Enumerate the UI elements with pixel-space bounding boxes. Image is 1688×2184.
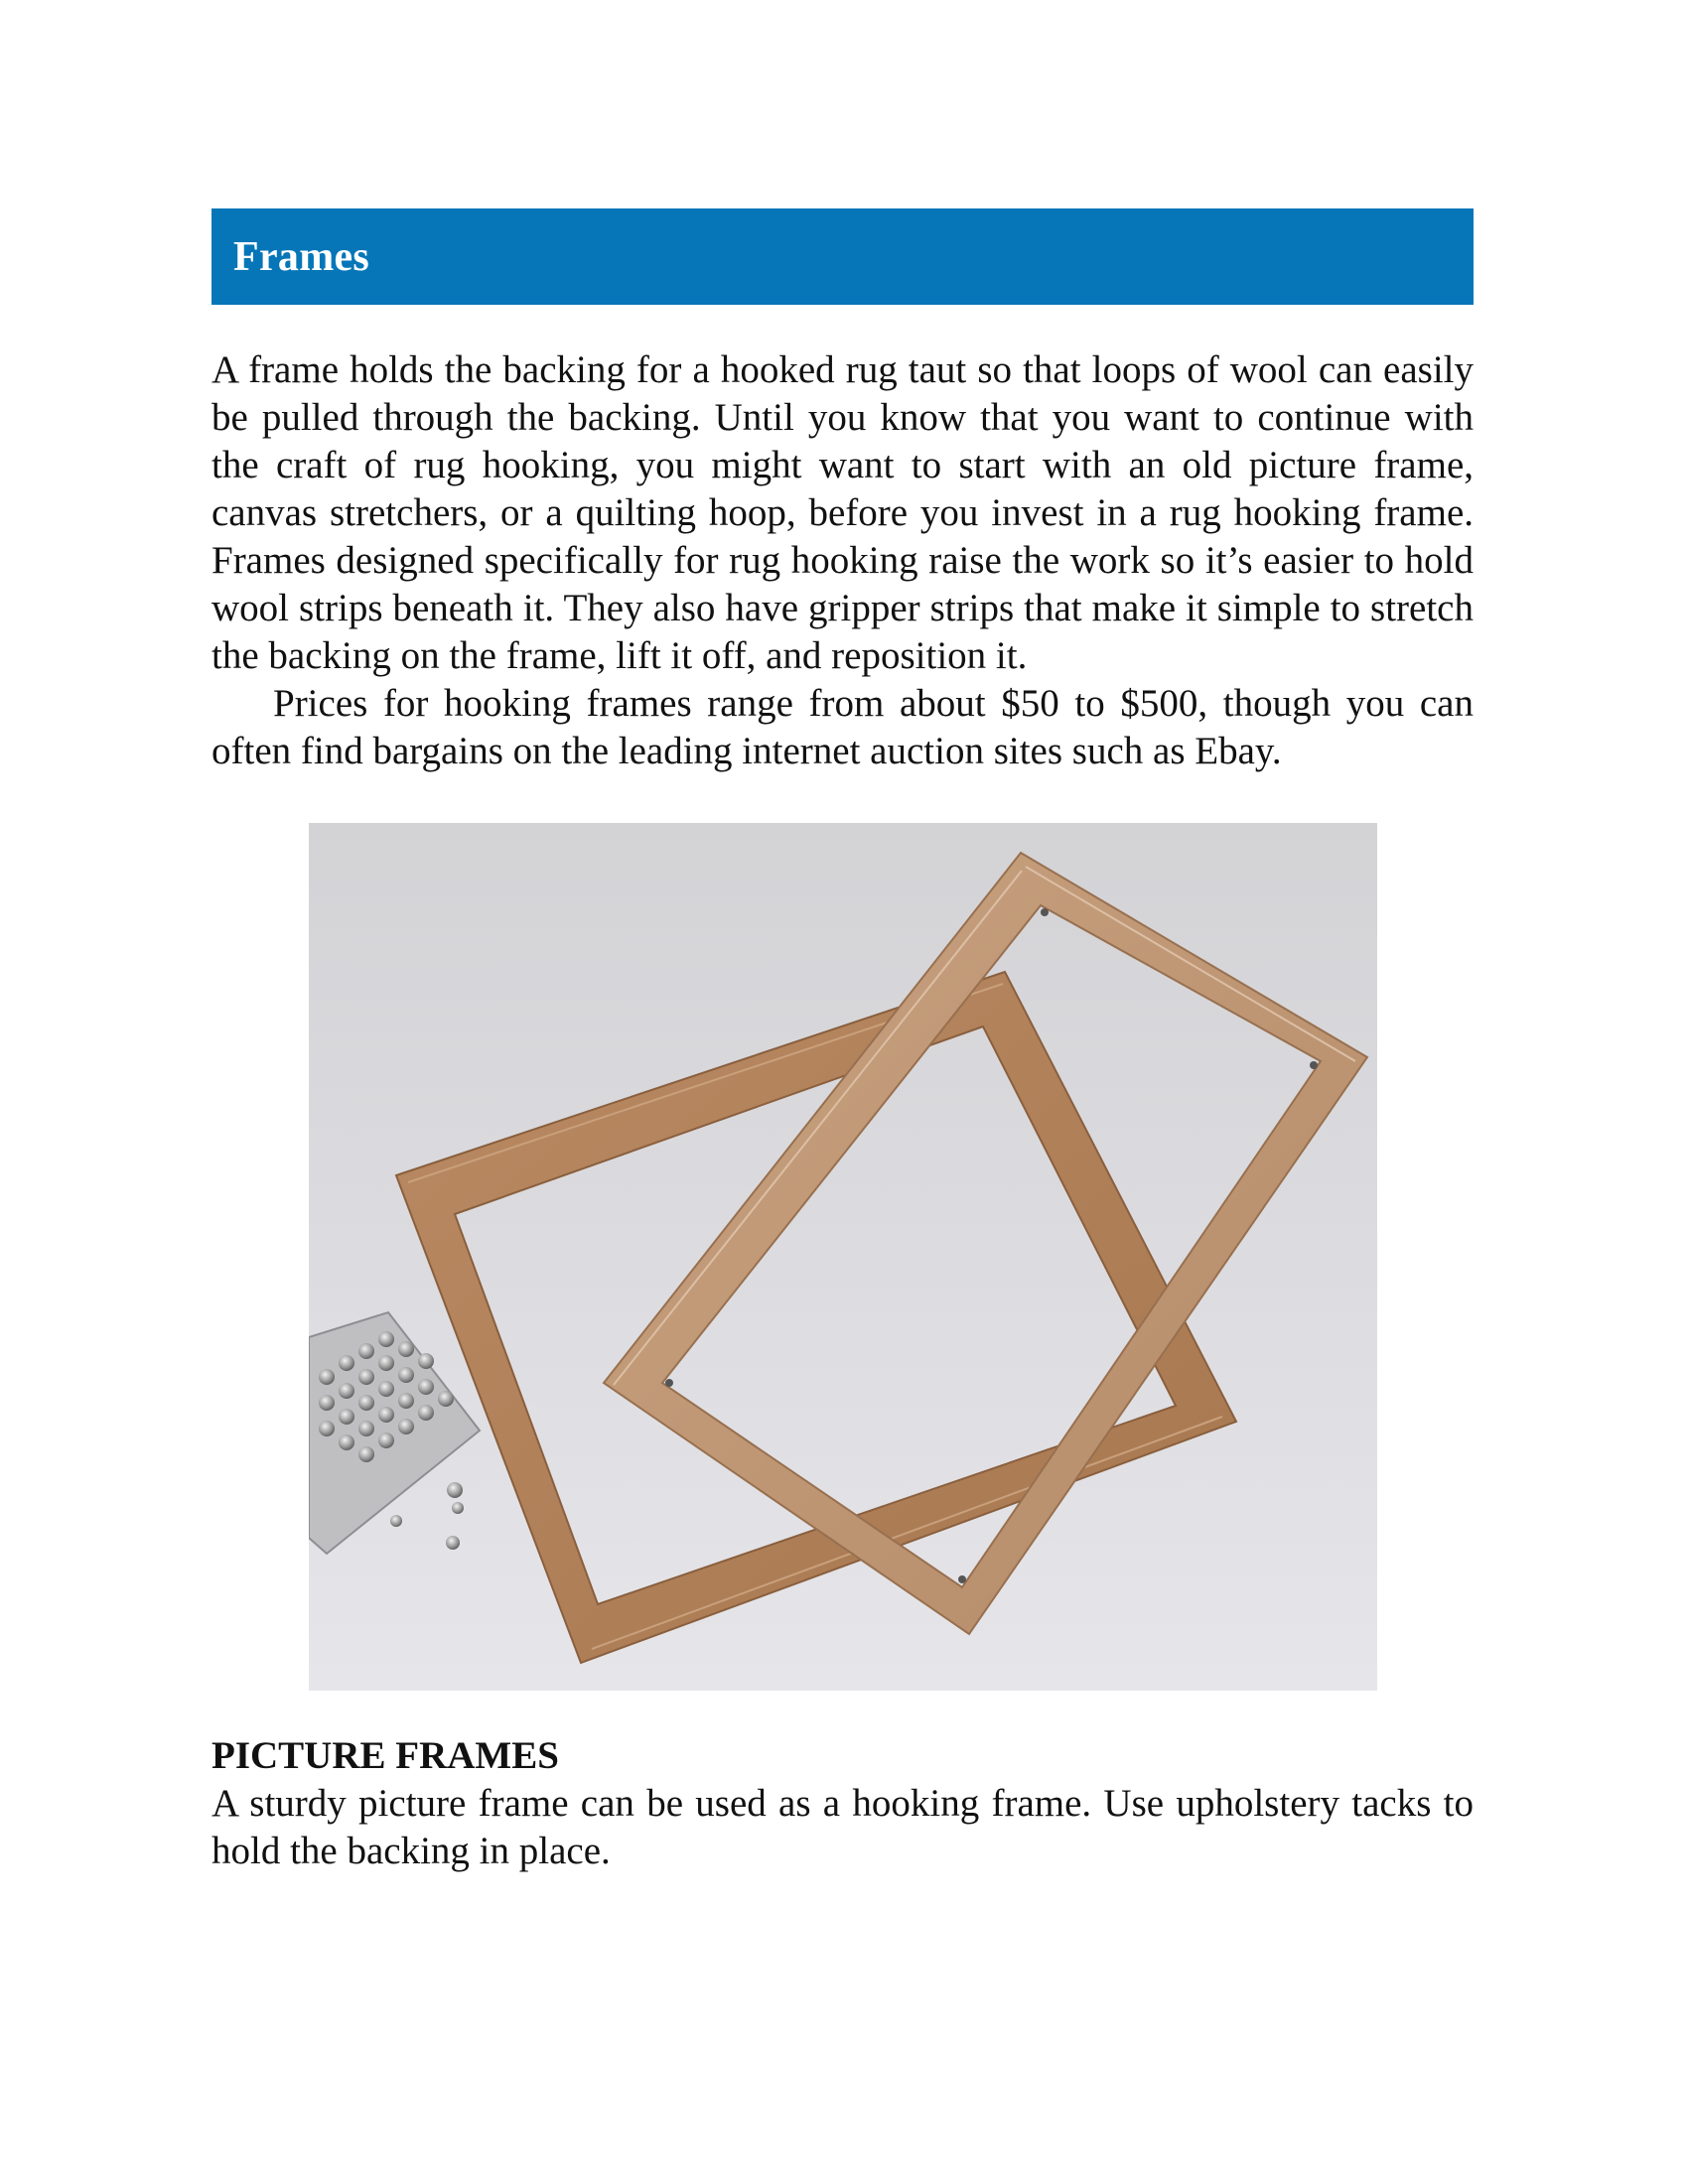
document-page (211, 208, 1474, 1875)
picture-frames-text: A sturdy picture frame can be used as a hooking frame. Use upholstery tacks to hold the backing in place. (211, 1782, 1474, 1872)
section-title: Frames (233, 233, 370, 280)
section-header (211, 208, 1474, 305)
picture-frames-heading: PICTURE FRAMES (211, 1734, 559, 1777)
frames-photo (309, 823, 1377, 1691)
intro-text (211, 346, 1474, 775)
intro-paragraph-2: Prices for hooking frames range from about $50 to $500, though you can often find bargains on the leading internet auction sites such as Ebay. (211, 682, 1474, 772)
intro-paragraph-1: A frame holds the backing for a hooked rug taut so that loops of wool can easily be pulled through the backing. Until you know that you want to continue with the craft of rug hooking, you might want to start with an old picture frame, canvas stretchers, or a quilting hoop, before you invest in a rug hooking frame. Frames designed specifically for rug hooking raise the work so it’s easier to hold wool strips beneath it. They also have gripper strips that make it simple to stretch the backing on the frame, lift it off, and reposition it. (211, 348, 1474, 677)
